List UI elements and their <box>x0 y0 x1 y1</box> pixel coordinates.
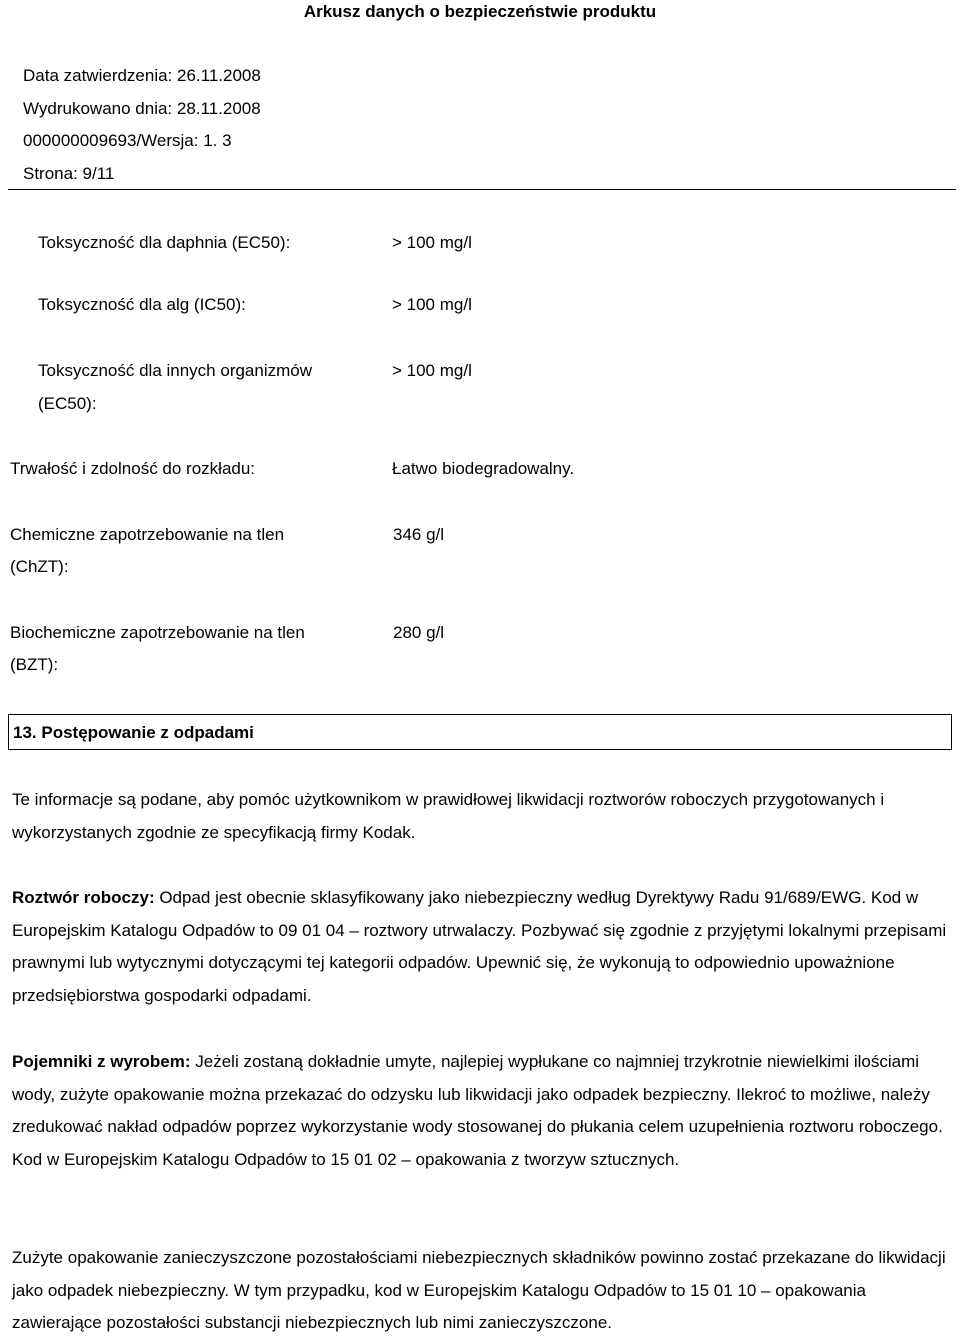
page-number: Strona: 9/11 <box>23 164 115 183</box>
working-solution-paragraph <box>12 882 947 1012</box>
toxicity-algae-value: > 100 mg/l <box>392 295 472 314</box>
print-date: Wydrukowano dnia: 28.11.2008 <box>23 99 261 118</box>
cod-value: 346 g/l <box>393 525 445 544</box>
section-13-heading-box <box>8 714 952 750</box>
working-solution-label: Roztwór roboczy: <box>12 888 155 907</box>
toxicity-daphnia-label: Toksyczność dla daphnia (EC50): <box>38 233 291 252</box>
cod-label-line1: Chemiczne zapotrzebowanie na tlen <box>10 525 285 544</box>
header-divider <box>8 189 956 190</box>
working-solution-text: Odpad jest obecnie sklasyfikowany jako niebezpieczny według Dyrektywy Radu 91/689/EWG. Kod w Europejskim Katalogu Odpadów to 09 01 04 – roztwory utrwalaczy. Pozbywać się zgodnie z przyjętymi lokalnymi przepisami prawnymi lub wytycznymi dotyczącymi tej kategorii odpadów. Upewnić się, że wykonują to odpowiednio upoważnione przedsiębiorstwa gospodarki odpadami. <box>12 888 947 1005</box>
document-title: Arkusz danych o bezpieczeństwie produktu <box>303 2 657 21</box>
toxicity-other-value: > 100 mg/l <box>392 361 472 380</box>
bod-value: 280 g/l <box>393 623 445 642</box>
toxicity-daphnia-value: > 100 mg/l <box>392 233 472 252</box>
toxicity-other-label-line1: Toksyczność dla innych organizmów <box>38 361 313 380</box>
intro-paragraph: Te informacje są podane, aby pomóc użytkownikom w prawidłowej likwidacji roztworów roboczych przygotowanych i wykorzystanych zgodnie ze specyfikacją firmy Kodak. <box>12 790 885 842</box>
toxicity-other-label-line2: (EC50): <box>38 394 97 413</box>
contaminated-packaging-paragraph: Zużyte opakowanie zanieczyszczone pozostałościami niebezpiecznych składników powinno zostać przekazane do likwidacji jako odpadek niebezpieczny. W tym przypadku, kod w Europejskim Katalogu Odpadów to 15 01 10 – opakowania zawierające pozostałości substancji niebezpiecznych lub nimi zanieczyszczone. <box>12 1248 946 1332</box>
bod-label-line2: (BZT): <box>10 655 59 674</box>
biodegradability-label: Trwałość i zdolność do rozkładu: <box>10 459 256 478</box>
containers-text: Jeżeli zostaną dokładnie umyte, najlepiej wypłukane co najmniej trzykrotnie niewielkimi ilościami wody, zużyte opakowanie można przekazać do odzysku lub likwidacji jako odpadek bezpieczny. Ilekroć to możliwe, należy zredukować nakład odpadów poprzez wykorzystanie wody stosowanej do płukania celem uzupełnienia roztworu roboczego. Kod w Europejskim Katalogu Odpadów to 15 01 02 – opakowania z tworzyw sztucznych. <box>12 1052 943 1169</box>
containers-paragraph <box>12 1046 947 1176</box>
bod-label-line1: Biochemiczne zapotrzebowanie na tlen <box>10 623 305 642</box>
version-label: 000000009693/Wersja: 1. 3 <box>23 131 232 150</box>
biodegradability-value: Łatwo biodegradowalny. <box>392 459 575 478</box>
approval-date: Data zatwierdzenia: 26.11.2008 <box>23 66 261 85</box>
toxicity-algae-label: Toksyczność dla alg (IC50): <box>38 295 246 314</box>
section-13-heading: 13. Postępowanie z odpadami <box>13 723 254 742</box>
cod-label-line2: (ChZT): <box>10 557 69 576</box>
containers-label: Pojemniki z wyrobem: <box>12 1052 191 1071</box>
